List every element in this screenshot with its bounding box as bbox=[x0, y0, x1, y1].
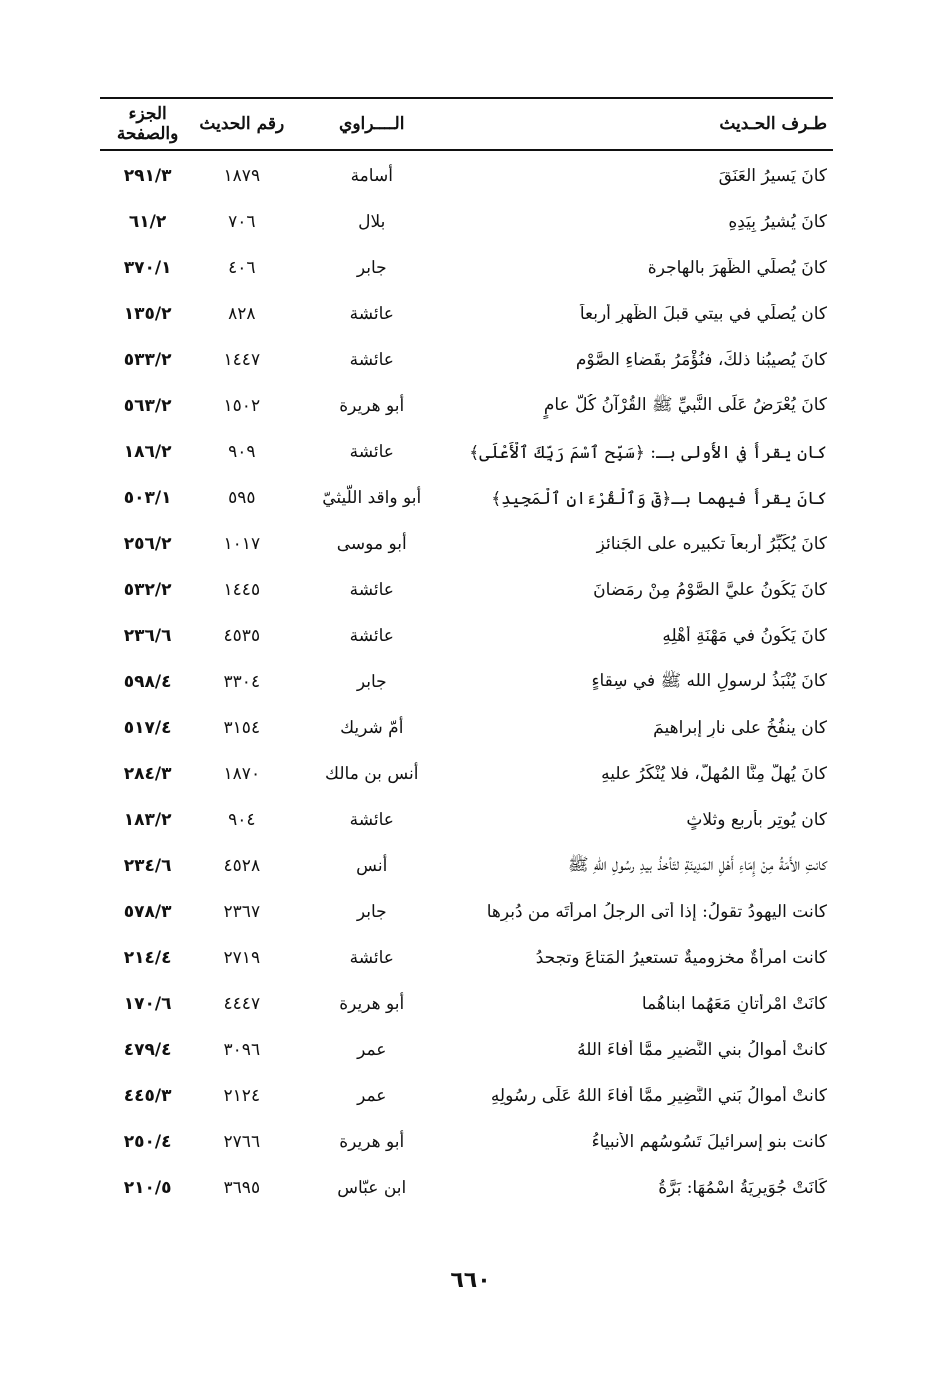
table-row bbox=[100, 429, 833, 475]
rawi-name: عمر bbox=[357, 1086, 387, 1106]
hadith-text: كان يُوتِر بأربعٍ وثلاثٍ bbox=[686, 810, 827, 830]
rawi-name: عائشة bbox=[349, 626, 394, 646]
rawi-name: عائشة bbox=[349, 810, 394, 830]
hadith-text: كانتِ الأَمَةُ مِنْ إِمَاءِ أَهْلِ المَدِينَةِ لتَأخذُ بيدِ رسُولِ اللهِ ﷺ bbox=[567, 854, 827, 875]
rawi-name: عائشة bbox=[349, 948, 394, 968]
header-volume-page: الجزء والصفحة bbox=[116, 104, 179, 144]
rawi-name: جابر bbox=[356, 672, 387, 692]
hadith-text: كانتْ أموالُ بَني النَّضِيرِ ممَّا أفاءَ اللهُ عَلَى رسُولِهِ bbox=[490, 1086, 827, 1106]
rawi-name: أبو هريرة bbox=[339, 396, 405, 416]
rawi-name: جابر bbox=[356, 258, 387, 278]
table-header bbox=[100, 99, 833, 149]
hadith-text: كانَ يُكَبِّرُ أربعاً تكبيره على الجَنائزِ bbox=[596, 534, 827, 554]
hadith-text: كانت اليهودُ تقولُ: إذا أتى الرجلُ امرأتَه من دُبرِها bbox=[486, 902, 827, 922]
volume-page: ٤٧٩/٤ bbox=[123, 1040, 172, 1060]
hadith-index-table bbox=[100, 97, 833, 1211]
hadith-text: كانَ يُهِلُّ مِنَّا المُهِلُّ، فلا يُنْكَرُ عليهِ bbox=[601, 764, 827, 784]
rawi-name: أسامة bbox=[350, 166, 393, 186]
rawi-name: عائشة bbox=[349, 580, 394, 600]
volume-page: ٥٣٣/٢ bbox=[123, 350, 172, 370]
volume-page: ٦١/٢ bbox=[128, 212, 167, 232]
table-row bbox=[100, 1073, 833, 1119]
hadith-text: كانَ يَكُونُ عليَّ الصَّوْمُ مِنْ رمَضانَ bbox=[593, 580, 827, 600]
table-row bbox=[100, 199, 833, 245]
table-row bbox=[100, 797, 833, 843]
hadith-number: ٢١٢٤ bbox=[223, 1086, 261, 1106]
hadith-text: كَانَتْ جُوَيرِيَةُ اسْمُهَا: بَرَّةُ bbox=[658, 1178, 827, 1198]
table-row bbox=[100, 1119, 833, 1165]
volume-page: ١٣٥/٢ bbox=[123, 304, 172, 324]
rawi-name: أبو هريرة bbox=[339, 994, 405, 1014]
volume-page: ٥١٧/٤ bbox=[123, 718, 172, 738]
rawi-name: أبو موسى bbox=[336, 534, 407, 554]
header-hadith-number: رقم الحديث bbox=[199, 114, 285, 134]
hadith-text: كانت بنو إسرائيلَ تَسُوسُهم الأنبياءُ bbox=[591, 1132, 827, 1152]
volume-page: ٥٣٢/٢ bbox=[123, 580, 172, 600]
volume-page: ٢١٠/٥ bbox=[123, 1178, 172, 1198]
table-body bbox=[100, 151, 833, 1211]
header-rawi: الــــراوي bbox=[339, 114, 405, 134]
hadith-number: ٨٢٨ bbox=[228, 304, 256, 324]
hadith-number: ١٤٤٥ bbox=[223, 580, 261, 600]
table-row bbox=[100, 1027, 833, 1073]
volume-page: ٥٩٨/٤ bbox=[123, 672, 172, 692]
hadith-number: ٩٠٩ bbox=[228, 442, 256, 462]
hadith-number: ٢٧١٩ bbox=[223, 948, 261, 968]
hadith-text: كانَتْ امْرأتانِ مَعَهُما ابناهُما bbox=[641, 994, 827, 1014]
hadith-number: ٢٧٦٦ bbox=[223, 1132, 261, 1152]
table-row bbox=[100, 153, 833, 199]
table-row bbox=[100, 291, 833, 337]
table-row bbox=[100, 1165, 833, 1211]
volume-page: ٣٧٠/١ bbox=[123, 258, 172, 278]
hadith-number: ٥٩٥ bbox=[228, 488, 256, 508]
hadith-text: كان يقرأُ في الأُولى بـ: ﴿سَبِّحِ ٱسْمَ رَبِّكَ ٱلْأَعْلَى﴾ bbox=[469, 442, 827, 463]
rawi-name: ابن عبّاس bbox=[337, 1178, 407, 1198]
hadith-text: كانَ يَكُونُ في مَهْنَةِ أَهْلِهِ bbox=[662, 626, 827, 646]
volume-page: ٢٩١/٣ bbox=[123, 166, 172, 186]
table-row bbox=[100, 567, 833, 613]
rawi-name: عائشة bbox=[349, 304, 394, 324]
table-row bbox=[100, 383, 833, 429]
hadith-text: كان ينفُخُ على نارِ إبراهيمَ bbox=[653, 718, 827, 738]
page-number: ٦٦٠ bbox=[450, 1268, 491, 1293]
hadith-text: كانَ يُنْبَذُ لرسولِ الله ﷺ في سِقاءٍ bbox=[591, 670, 827, 691]
hadith-number: ٤٤٤٧ bbox=[223, 994, 261, 1014]
table-row bbox=[100, 337, 833, 383]
rawi-name: أمّ شريك bbox=[340, 718, 404, 738]
rawi-name: جابر bbox=[356, 902, 387, 922]
table-row bbox=[100, 521, 833, 567]
hadith-number: ٣١٥٤ bbox=[223, 718, 261, 738]
hadith-number: ١٤٤٧ bbox=[223, 350, 261, 370]
volume-page: ٥٧٨/٣ bbox=[123, 902, 172, 922]
table-row bbox=[100, 751, 833, 797]
table-row bbox=[100, 705, 833, 751]
volume-page: ٥٠٣/١ bbox=[123, 488, 172, 508]
volume-page: ٢٥٦/٢ bbox=[123, 534, 172, 554]
rawi-name: بلال bbox=[358, 212, 386, 232]
hadith-text: كانَ يُعْرَضُ عَلَى النَّبيِّ ﷺ القُرْآنُ كُلَّ عامٍ bbox=[543, 394, 827, 415]
rawi-name: عمر bbox=[357, 1040, 387, 1060]
hadith-number: ٣٦٩٥ bbox=[223, 1178, 261, 1198]
volume-page: ٢٣٦/٦ bbox=[123, 626, 172, 646]
rawi-name: أنس بن مالك bbox=[325, 764, 419, 784]
hadith-text: كانَ يُصيبُنا ذلكَ، فنُؤْمَرُ بقَضاءِ الصَّوْمِ bbox=[575, 350, 827, 370]
table-row bbox=[100, 245, 833, 291]
volume-page: ٥٦٣/٢ bbox=[123, 396, 172, 416]
hadith-number: ٩٠٤ bbox=[228, 810, 256, 830]
hadith-number: ٤٥٣٥ bbox=[223, 626, 261, 646]
table-row bbox=[100, 613, 833, 659]
rawi-name: عائشة bbox=[349, 442, 394, 462]
hadith-number: ٤٠٦ bbox=[228, 258, 256, 278]
table-row bbox=[100, 659, 833, 705]
hadith-text: كانت امرأةٌ مخزوميةٌ تستعيرُ المَتاعَ وتجحدُ bbox=[535, 948, 827, 968]
hadith-number: ١٠١٧ bbox=[223, 534, 261, 554]
hadith-number: ١٨٧٠ bbox=[223, 764, 261, 784]
volume-page: ١٨٦/٢ bbox=[123, 442, 172, 462]
volume-page: ٢٨٤/٣ bbox=[123, 764, 172, 784]
table-row bbox=[100, 981, 833, 1027]
volume-page: ٢٣٤/٦ bbox=[123, 856, 172, 876]
hadith-number: ١٨٧٩ bbox=[223, 166, 261, 186]
hadith-number: ٧٠٦ bbox=[228, 212, 256, 232]
rawi-name: أنس bbox=[356, 856, 388, 876]
hadith-number: ١٥٠٢ bbox=[223, 396, 261, 416]
hadith-number: ٤٥٢٨ bbox=[223, 856, 261, 876]
hadith-number: ٣٠٩٦ bbox=[223, 1040, 261, 1060]
table-row bbox=[100, 889, 833, 935]
hadith-text: كانَ يُشيرُ بِيَدِهِ bbox=[728, 212, 827, 232]
hadith-text: كانَ يُصلِّي الظُّهرَ بالهاجرة bbox=[647, 258, 827, 278]
table-row bbox=[100, 843, 833, 889]
table-row bbox=[100, 475, 833, 521]
volume-page: ٢٥٠/٤ bbox=[123, 1132, 172, 1152]
hadith-text: كان يُصلِّي في بيتي قبلَ الظُّهرِ أربعاً bbox=[579, 304, 827, 324]
rawi-name: أبو هريرة bbox=[339, 1132, 405, 1152]
hadith-text: كانَ يَسيرُ العَنَقَ bbox=[718, 166, 827, 186]
hadith-text: كانتْ أموالُ بني النَّضيرِ ممَّا أفاءَ اللهُ bbox=[577, 1040, 827, 1060]
volume-page: ١٧٠/٦ bbox=[123, 994, 172, 1014]
volume-page: ٤٤٥/٣ bbox=[123, 1086, 172, 1106]
volume-page: ٢١٤/٤ bbox=[123, 948, 172, 968]
hadith-number: ٢٣٦٧ bbox=[223, 902, 261, 922]
header-hadith: طـرف الحـديث bbox=[719, 114, 827, 134]
hadith-number: ٣٣٠٤ bbox=[223, 672, 261, 692]
rawi-name: أبو واقد اللّيثيّ bbox=[322, 488, 422, 508]
rawi-name: عائشة bbox=[349, 350, 394, 370]
volume-page: ١٨٣/٢ bbox=[123, 810, 172, 830]
hadith-text: كانَ يقرأُ فيهما بـ﴿قٓ وَٱلْقُرْءَانِ ٱلْمَجِيدِ﴾ bbox=[491, 488, 827, 509]
table-row bbox=[100, 935, 833, 981]
